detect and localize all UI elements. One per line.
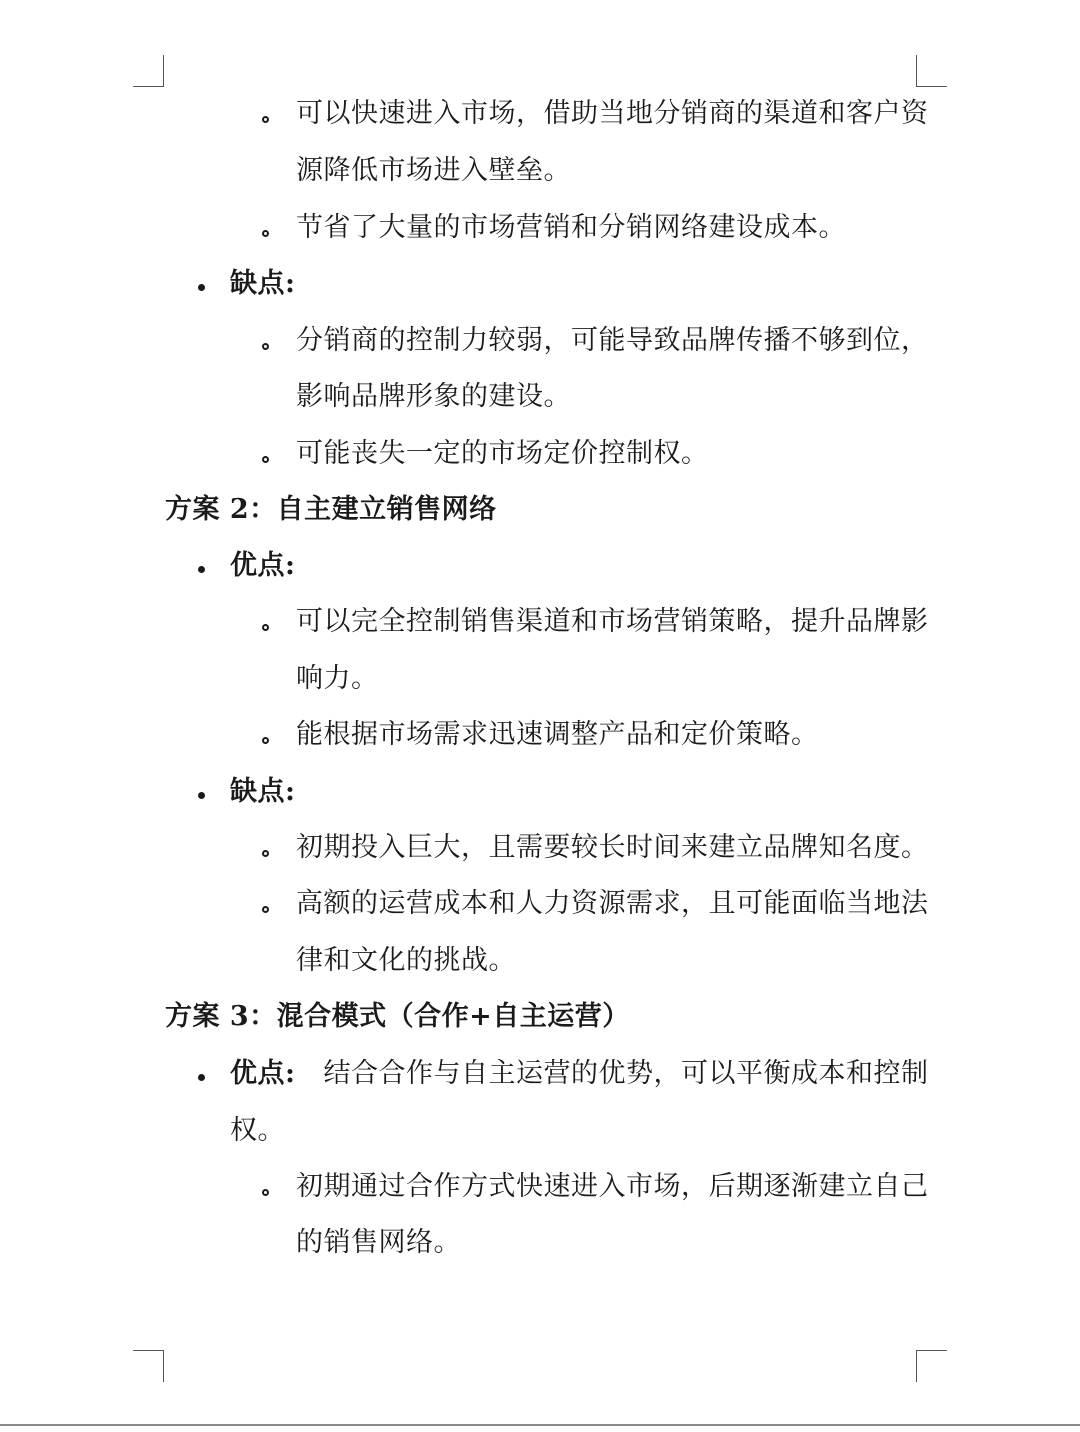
crop-mark-bottom-left-h — [133, 1350, 164, 1351]
circle-bullet-icon — [262, 230, 269, 237]
cons-label: 缺点: — [230, 268, 296, 299]
circle-bullet-icon — [262, 1189, 269, 1196]
disc-bullet-icon — [198, 284, 205, 291]
section-heading: 方案 3：混合模式（合作+自主运营） — [165, 1001, 630, 1032]
list-item-text: 可能丧失一定的市场定价控制权。 — [296, 438, 709, 469]
list-item-text: 初期通过合作方式快速进入市场，后期逐渐建立自己 — [296, 1171, 929, 1202]
circle-bullet-icon — [262, 456, 269, 463]
circle-bullet-icon — [262, 737, 269, 744]
circle-bullet-icon — [262, 624, 269, 631]
pros-text: 结合合作与自主运营的优势，可以平衡成本和控制 — [323, 1058, 929, 1089]
circle-bullet-icon — [262, 343, 269, 350]
list-item-text: 节省了大量的市场营销和分销网络建设成本。 — [296, 212, 846, 243]
list-item-text: 能根据市场需求迅速调整产品和定价策略。 — [296, 719, 819, 750]
list-item-text: 初期投入巨大，且需要较长时间来建立品牌知名度。 — [296, 832, 929, 863]
circle-bullet-icon — [262, 906, 269, 913]
disc-bullet-icon — [198, 566, 205, 573]
pros-paragraph — [230, 1054, 928, 1094]
list-item-text-continued: 的销售网络。 — [296, 1227, 461, 1258]
crop-mark-top-right-v — [916, 55, 917, 87]
cons-label: 缺点: — [230, 776, 296, 807]
pros-label: 优点: — [230, 1058, 296, 1089]
list-item-text-continued: 响力。 — [296, 663, 379, 694]
list-item-text-continued: 律和文化的挑战。 — [296, 945, 516, 976]
list-item-text: 可以快速进入市场，借助当地分销商的渠道和客户资 — [296, 98, 929, 129]
crop-mark-bottom-right-h — [916, 1350, 947, 1351]
crop-mark-top-left-h — [133, 86, 164, 87]
list-item-text: 高额的运营成本和人力资源需求，且可能面临当地法 — [296, 888, 929, 919]
list-item-text-continued: 影响品牌形象的建设。 — [296, 381, 571, 412]
disc-bullet-icon — [198, 1074, 205, 1081]
pros-label: 优点: — [230, 550, 296, 581]
disc-bullet-icon — [198, 792, 205, 799]
crop-mark-bottom-left-v — [163, 1350, 164, 1382]
crop-mark-top-left-v — [163, 55, 164, 87]
list-item-text: 可以完全控制销售渠道和市场营销策略，提升品牌影 — [296, 606, 929, 637]
page-bottom-edge — [0, 1424, 1080, 1426]
section-heading: 方案 2：自主建立销售网络 — [165, 494, 497, 525]
crop-mark-top-right-h — [916, 86, 947, 87]
list-item-text-continued: 源降低市场进入壁垒。 — [296, 155, 571, 186]
crop-mark-bottom-right-v — [916, 1350, 917, 1382]
pros-text-continued: 权。 — [230, 1115, 285, 1146]
circle-bullet-icon — [262, 116, 269, 123]
list-item-text: 分销商的控制力较弱，可能导致品牌传播不够到位， — [296, 325, 929, 356]
circle-bullet-icon — [262, 850, 269, 857]
